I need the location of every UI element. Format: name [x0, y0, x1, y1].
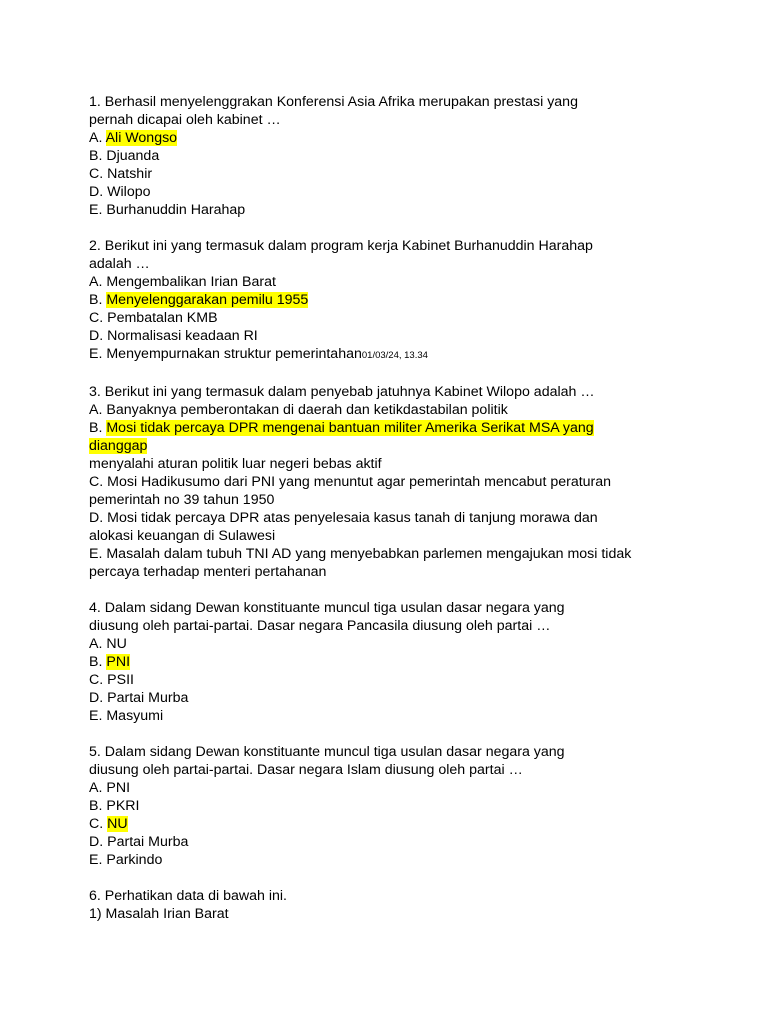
option-text: Parkindo: [106, 852, 163, 868]
question-4-option-e: [89, 707, 709, 725]
option-letter: A.: [89, 274, 107, 290]
question-1-option-c: [89, 165, 709, 183]
question-6-item-1: 1) Masalah Irian Barat: [89, 906, 229, 922]
option-text: PKRI: [106, 798, 140, 814]
option-letter: B.: [89, 420, 107, 436]
option-letter: D.: [89, 834, 108, 850]
option-text: Wilopo: [107, 184, 151, 200]
option-letter: C.: [89, 474, 108, 490]
option-letter: C.: [89, 310, 108, 326]
option-letter: B.: [89, 798, 107, 814]
question-4-option-a: [89, 635, 709, 653]
option-letter: E.: [89, 708, 107, 724]
option-text: Masyumi: [106, 708, 164, 724]
question-3-stem-line-1: 3. Berikut ini yang termasuk dalam penyebab jatuhnya Kabinet Wilopo adalah …: [89, 384, 595, 400]
option-text: Natshir: [107, 166, 153, 182]
question-2-option-b: [89, 291, 709, 309]
option-letter: B.: [89, 148, 107, 164]
option-letter: A.: [89, 402, 107, 418]
option-text: Mosi Hadikusumo dari PNI yang menuntut agar pemerintah mencabut peraturan: [107, 474, 612, 490]
highlighted-answer: Ali Wongso: [105, 130, 178, 146]
option-text: Djuanda: [106, 148, 160, 164]
option-text: PNI: [106, 780, 131, 796]
option-letter: A.: [89, 780, 107, 796]
question-5-option-b: [89, 797, 709, 815]
question-3-option-b: [89, 419, 709, 437]
question-3-option-e: [89, 545, 709, 563]
question-1-stem-line-2: pernah dicapai oleh kabinet …: [89, 112, 281, 128]
question-3-option-c: [89, 473, 709, 491]
question-3-option-d-continued: alokasi keuangan di Sulawesi: [89, 528, 276, 544]
question-5-option-e: [89, 851, 709, 869]
question-6-stem-line-1: 6. Perhatikan data di bawah ini.: [89, 888, 287, 904]
option-text: Banyaknya pemberontakan di daerah dan ketikdastabilan politik: [106, 402, 508, 418]
option-letter: D.: [89, 510, 108, 526]
document-page: [89, 93, 709, 941]
question-2-option-a: [89, 273, 709, 291]
question-2: [89, 237, 709, 365]
option-letter: C.: [89, 166, 108, 182]
question-5-stem-line-2: diusung oleh partai-partai. Dasar negara Islam diusung oleh partai …: [89, 762, 523, 778]
question-1-option-a: [89, 129, 709, 147]
option-letter: D.: [89, 690, 108, 706]
option-letter: D.: [89, 184, 108, 200]
question-4-option-c: [89, 671, 709, 689]
option-text: Mengembalikan Irian Barat: [106, 274, 276, 290]
option-letter: C.: [89, 672, 108, 688]
question-3-option-a: [89, 401, 709, 419]
option-text: Burhanuddin Harahap: [106, 202, 246, 218]
highlighted-answer: PNI: [106, 654, 131, 670]
question-1-option-b: [89, 147, 709, 165]
question-1-stem-line-1: 1. Berhasil menyelenggrakan Konferensi Asia Afrika merupakan prestasi yang: [89, 94, 578, 110]
question-5-option-d: [89, 833, 709, 851]
option-letter: E.: [89, 202, 107, 218]
option-letter: E.: [89, 346, 107, 362]
question-2-option-d: [89, 327, 709, 345]
option-letter: A.: [89, 636, 107, 652]
question-3-option-d: [89, 509, 709, 527]
question-2-stem-line-2: adalah …: [89, 256, 150, 272]
question-4-option-d: [89, 689, 709, 707]
question-4-option-b: [89, 653, 709, 671]
timestamp: 01/03/24, 13.34: [361, 350, 428, 361]
question-1-option-d: [89, 183, 709, 201]
option-text: PSII: [107, 672, 134, 688]
question-6: [89, 887, 709, 923]
question-5-stem-line-1: 5. Dalam sidang Dewan konstituante muncul tiga usulan dasar negara yang: [89, 744, 565, 760]
option-text: NU: [106, 636, 127, 652]
highlighted-answer: Mosi tidak percaya DPR mengenai bantuan militer Amerika Serikat MSA yang: [106, 420, 594, 436]
question-2-option-c: [89, 309, 709, 327]
question-3-option-b-continued: menyalahi aturan politik luar negeri bebas aktif: [89, 456, 382, 472]
question-5: [89, 743, 709, 869]
option-text: Masalah dalam tubuh TNI AD yang menyebabkan parlemen mengajukan mosi tidak: [106, 546, 632, 562]
question-2-option-e: [89, 345, 709, 365]
question-3-option-c-continued: pemerintah no 39 tahun 1950: [89, 492, 275, 508]
highlighted-answer-continued: dianggap: [89, 438, 148, 454]
question-1-option-e: [89, 201, 709, 219]
option-letter: B.: [89, 654, 107, 670]
question-5-option-c: [89, 815, 709, 833]
option-letter: E.: [89, 852, 107, 868]
option-letter: D.: [89, 328, 108, 344]
question-3: [89, 383, 709, 581]
option-text: Partai Murba: [107, 834, 189, 850]
option-text: Normalisasi keadaan RI: [107, 328, 258, 344]
option-letter: A.: [89, 130, 106, 146]
question-1: [89, 93, 709, 219]
option-text: Mosi tidak percaya DPR atas penyelesaia kasus tanah di tanjung morawa dan: [107, 510, 598, 526]
question-4: [89, 599, 709, 725]
option-letter: E.: [89, 546, 107, 562]
option-text: Pembatalan KMB: [107, 310, 218, 326]
question-4-stem-line-1: 4. Dalam sidang Dewan konstituante muncul tiga usulan dasar negara yang: [89, 600, 565, 616]
option-letter: C.: [89, 816, 108, 832]
question-3-option-e-continued: percaya terhadap menteri pertahanan: [89, 564, 327, 580]
highlighted-answer: Menyelenggarakan pemilu 1955: [106, 292, 309, 308]
question-2-stem-line-1: 2. Berikut ini yang termasuk dalam program kerja Kabinet Burhanuddin Harahap: [89, 238, 593, 254]
question-4-stem-line-2: diusung oleh partai-partai. Dasar negara Pancasila diusung oleh partai …: [89, 618, 551, 634]
question-5-option-a: [89, 779, 709, 797]
question-3-option-b-continued-highlight: [89, 437, 709, 455]
option-letter: B.: [89, 292, 107, 308]
option-text: Partai Murba: [107, 690, 189, 706]
option-text: Menyempurnakan struktur pemerintahan: [106, 346, 362, 362]
highlighted-answer: NU: [107, 816, 128, 832]
